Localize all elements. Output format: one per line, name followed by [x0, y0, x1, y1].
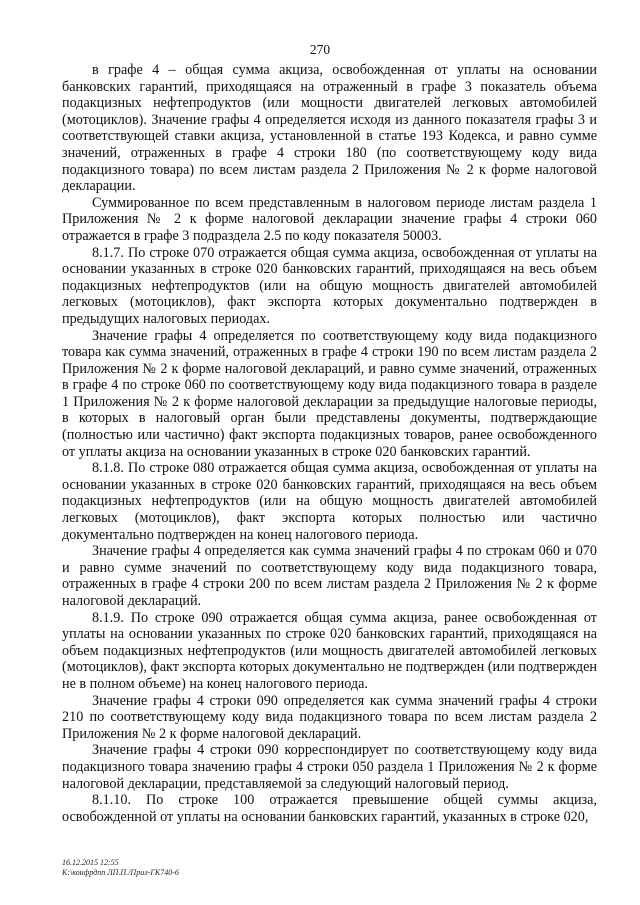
footer-file-path: К:\конфрдпп ЛП.П./Прил-ГК740-6 [62, 868, 179, 877]
paragraph: в графе 4 – общая сумма акциза, освобожденная от уплаты на основании банковских гарантий, приходящаяся на отраженный в графе 3 показатель объема подакцизных нефтепродуктов (или мощности двигателей легковых автомобилей (мотоциклов). Значение графы 4 определяется исходя из данного показателя графы 3 и соответствующей ставки акциза, установленной в статье 193 Кодекса, и равно сумме значений, отраженных в графе 4 строки 180 (по соответствующему коду вида подакцизного товара) по всем листам раздела 2 Приложения № 2 к форме налоговой декларации. [62, 62, 597, 195]
file-footer [62, 858, 179, 878]
paragraph: Значение графы 4 определяется по соответствующему коду вида подакцизного товара как сумма значений, отраженных в графе 4 строки 190 по всем листам раздела 2 Приложения № 2 к форме налоговой деклараций, и равно сумме значений, отраженных в графе 4 по строке 060 по соответствующему коду вида подакцизного товара в разделе 1 Приложения № 2 к форме налоговой декларации за предыдущие налоговые периоды, в которых в налоговый орган были представлены документы, подтверждающие (полностью или частично) факт экспорта подакцизных товаров, ранее освобожденного от уплаты акциза на основании указанных в строке 020 банковских гарантий. [62, 327, 597, 460]
paragraph: Значение графы 4 строки 090 корреспондирует по соответствующему коду вида подакцизного товара значению графы 4 строки 050 раздела 1 Приложения № 2 к форме налоговой декларации, представляемой за следующий налоговый период. [62, 742, 597, 792]
paragraph: Значение графы 4 определяется как сумма значений графы 4 по строкам 060 и 070 и равно сумме значений по соответствующему коду вида подакцизного товара, отраженных в графе 4 строки 200 по всем листам раздела 2 Приложения № 2 к форме налоговой деклараций. [62, 543, 597, 609]
page-number: 270 [309, 42, 331, 57]
paragraph: Суммированное по всем представленным в налоговом периоде листам раздела 1 Приложения № 2 к форме налоговой декларации значение графы 4 строки 060 отражается в графе 3 подраздела 2.5 по коду показателя 50003. [62, 194, 597, 244]
document-body [62, 62, 597, 825]
paragraph: 8.1.8. По строке 080 отражается общая сумма акциза, освобожденная от уплаты на основании указанных в строке 020 банковских гарантий, приходящаяся на весь объем подакцизных нефтепродуктов (или на общую мощность двигателей автомобилей легковых (мотоциклов), факт экспорта которых полностью или частично документально подтвержден на конец налогового периода. [62, 460, 597, 543]
paragraph: 8.1.9. По строке 090 отражается общая сумма акциза, ранее освобожденная от уплаты на основании указанных по строке 020 банковских гарантий, приходящаяся на объем подакцизных нефтепродуктов (или мощность двигателей автомобилей легковых (мотоциклов), факт экспорта которых документально не подтвержден (или подтвержден не в полном объеме) на конец налогового периода. [62, 609, 597, 692]
paragraph: Значение графы 4 строки 090 определяется как сумма значений графы 4 строки 210 по соответствующему коду вида подакцизного товара по всем листам раздела 2 Приложения № 2 к форме налоговой деклараций. [62, 692, 597, 742]
footer-timestamp: 16.12.2015 12:55 [62, 858, 119, 867]
paragraph: 8.1.10. По строке 100 отражается превышение общей суммы акциза, освобожденной от уплаты на основании банковских гарантий, указанных в строке 020, [62, 792, 597, 825]
paragraph: 8.1.7. По строке 070 отражается общая сумма акциза, освобожденная от уплаты на основании указанных в строке 020 банковских гарантий, приходящаяся на весь объем подакцизных нефтепродуктов (или на общую мощность двигателей автомобилей легковых (мотоциклов), факт экспорта которых документально подтвержден в предыдущих налоговых периодах. [62, 244, 597, 327]
